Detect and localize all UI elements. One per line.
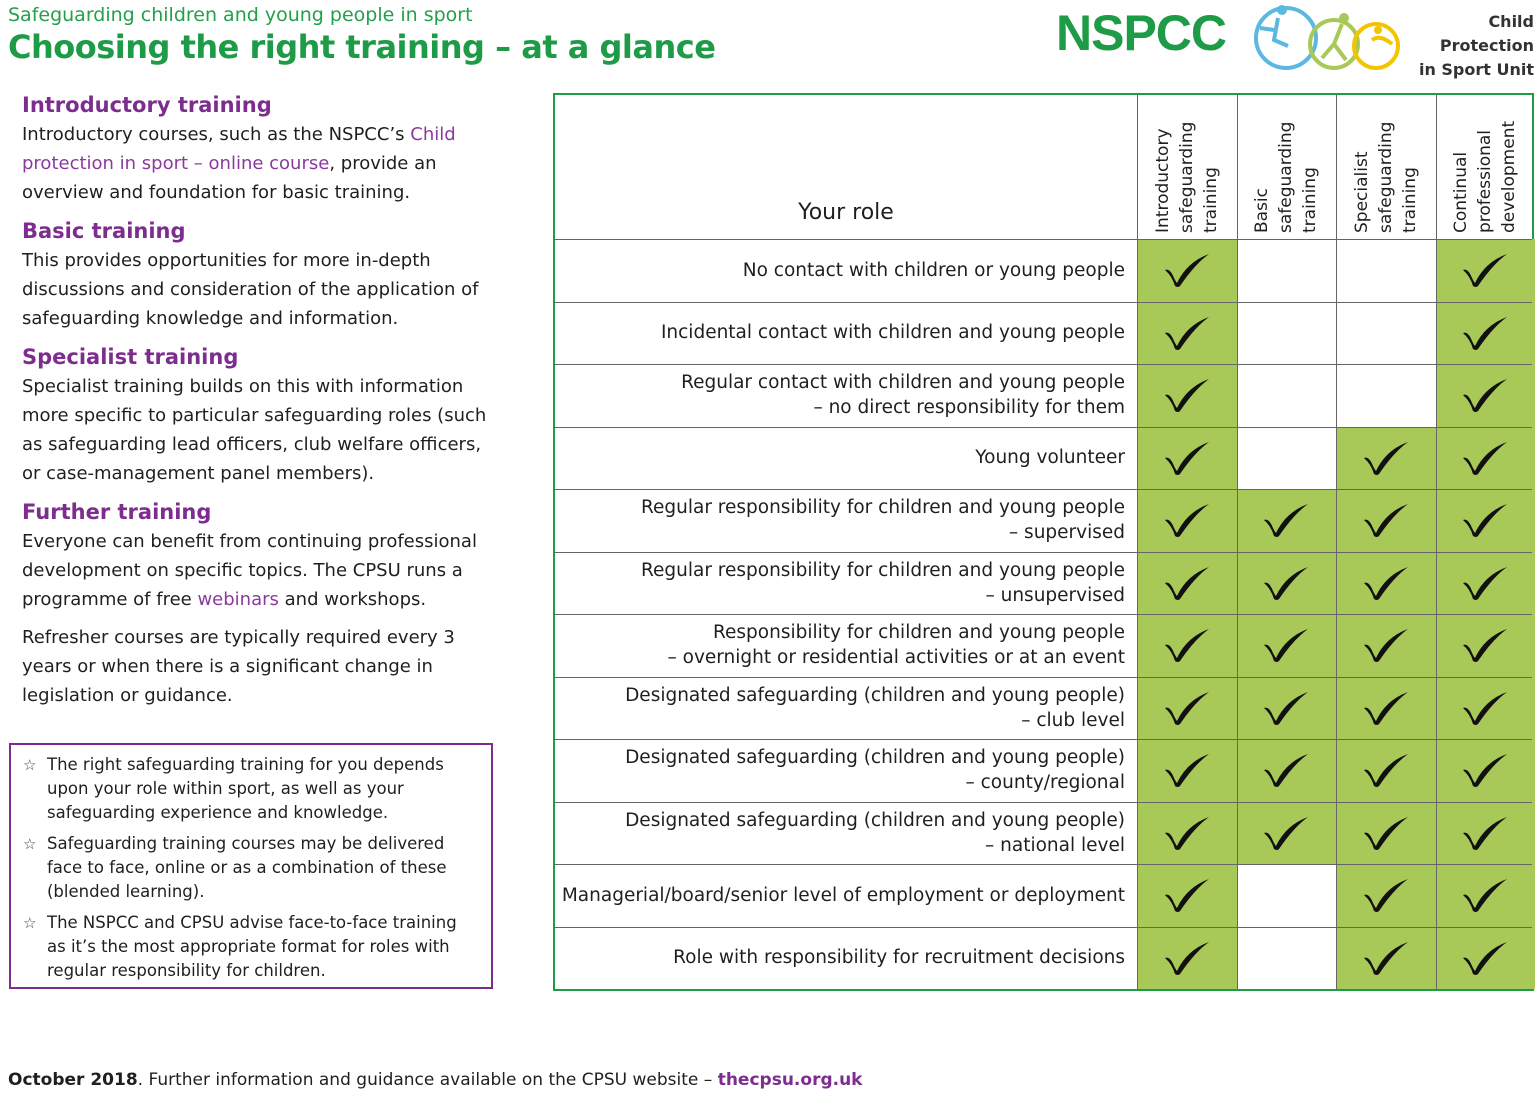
checkmark-icon: [1360, 623, 1412, 667]
webinars-link[interactable]: webinars: [197, 589, 279, 610]
empty-cell: [1237, 927, 1337, 990]
checkmark-icon: [1360, 686, 1412, 730]
row-divider: [555, 302, 1532, 303]
checked-cell: [1336, 489, 1436, 552]
checked-cell: [1237, 739, 1337, 802]
checked-cell: [1436, 927, 1536, 990]
checked-cell: [1237, 802, 1337, 865]
checked-cell: [1436, 739, 1536, 802]
column-header: Specialist safeguarding training: [1351, 121, 1420, 233]
tips-box: [9, 743, 493, 989]
row-divider: [555, 927, 1532, 928]
checked-cell: [1237, 552, 1337, 615]
star-icon: ☆: [23, 835, 37, 853]
checkmark-icon: [1459, 873, 1511, 917]
column-divider: [1237, 95, 1238, 989]
checkmark-icon: [1459, 623, 1511, 667]
tip-item: ☆ Safeguarding training courses may be delivered face to face, online or as a combination of these (blended learning).: [23, 832, 477, 904]
checked-cell: [1137, 239, 1237, 302]
checked-cell: [1436, 427, 1536, 490]
checkmark-icon: [1459, 748, 1511, 792]
checked-cell: [1237, 677, 1337, 740]
checkmark-icon: [1459, 936, 1511, 980]
section-text: This provides opportunities for more in-depth discussions and consideration of the application of safeguarding knowledge and information.: [22, 250, 479, 329]
checkmark-icon: [1161, 373, 1213, 417]
checked-cell: [1436, 552, 1536, 615]
footer: October 2018. Further information and guidance available on the CPSU website – thecpsu.org.uk: [8, 1070, 863, 1090]
empty-cell: [1336, 239, 1436, 302]
checked-cell: [1336, 427, 1436, 490]
cpsu-sport-logo-icon: [1248, 0, 1408, 72]
section-text: Specialist training builds on this with information more specific to particular safeguarding roles (such as safeguarding lead officers, club welfare officers, or case-management panel members).: [22, 376, 487, 484]
checked-cell: [1436, 239, 1536, 302]
checked-cell: [1436, 489, 1536, 552]
checkmark-icon: [1459, 436, 1511, 480]
checkmark-icon: [1260, 686, 1312, 730]
row-divider: [555, 864, 1532, 865]
training-matrix: [553, 93, 1534, 991]
role-label: No contact with children or young people: [742, 259, 1125, 281]
website-link[interactable]: thecpsu.org.uk: [717, 1070, 863, 1090]
empty-cell: [1237, 427, 1337, 490]
checked-cell: [1137, 552, 1237, 615]
section-heading: Specialist training: [22, 345, 239, 369]
checkmark-icon: [1161, 873, 1213, 917]
row-divider: [555, 739, 1532, 740]
empty-cell: [1237, 364, 1337, 427]
checkmark-icon: [1260, 748, 1312, 792]
checked-cell: [1137, 489, 1237, 552]
star-icon: ☆: [23, 914, 37, 932]
cpsu-logo-text: Child Protection in Sport Unit: [1418, 12, 1534, 79]
checked-cell: [1336, 614, 1436, 677]
checked-cell: [1137, 802, 1237, 865]
checkmark-icon: [1360, 748, 1412, 792]
row-divider: [555, 552, 1532, 553]
checkmark-icon: [1161, 311, 1213, 355]
section-text: Everyone can benefit from continuing professional development on specific topics. The CPSU runs a programme of free webinars and workshops.: [22, 531, 477, 610]
checkmark-icon: [1161, 436, 1213, 480]
checkmark-icon: [1459, 311, 1511, 355]
checked-cell: [1436, 802, 1536, 865]
checkmark-icon: [1260, 811, 1312, 855]
checked-cell: [1137, 302, 1237, 365]
checked-cell: [1137, 427, 1237, 490]
checkmark-icon: [1459, 248, 1511, 292]
column-header: Basic safeguarding training: [1252, 121, 1321, 233]
checked-cell: [1336, 864, 1436, 927]
checked-cell: [1137, 864, 1237, 927]
checkmark-icon: [1360, 873, 1412, 917]
checked-cell: [1436, 364, 1536, 427]
checked-cell: [1137, 677, 1237, 740]
checkmark-icon: [1260, 623, 1312, 667]
empty-cell: [1237, 864, 1337, 927]
checkmark-icon: [1360, 498, 1412, 542]
checkmark-icon: [1161, 561, 1213, 605]
checkmark-icon: [1161, 936, 1213, 980]
empty-cell: [1336, 364, 1436, 427]
checkmark-icon: [1459, 811, 1511, 855]
role-label: Regular responsibility for children and young people – supervised: [640, 497, 1125, 544]
checked-cell: [1137, 739, 1237, 802]
checked-cell: [1436, 677, 1536, 740]
role-label: Managerial/board/senior level of employment or deployment: [561, 884, 1125, 906]
role-label: Incidental contact with children and young people: [660, 322, 1125, 344]
checkmark-icon: [1459, 561, 1511, 605]
checkmark-icon: [1459, 498, 1511, 542]
empty-cell: [1237, 302, 1337, 365]
checkmark-icon: [1260, 561, 1312, 605]
checkmark-icon: [1360, 936, 1412, 980]
section-heading: Introductory training: [22, 93, 272, 117]
row-divider: [555, 239, 1532, 240]
role-column-header: Your role: [798, 200, 894, 225]
empty-cell: [1237, 239, 1337, 302]
role-label: Designated safeguarding (children and young people) – national level: [625, 809, 1125, 856]
column-header: Introductory safeguarding training: [1152, 121, 1221, 233]
checked-cell: [1336, 552, 1436, 615]
column-divider: [1336, 95, 1337, 989]
checked-cell: [1436, 302, 1536, 365]
checkmark-icon: [1161, 623, 1213, 667]
row-divider: [555, 802, 1532, 803]
role-label: Young volunteer: [975, 447, 1125, 469]
nspcc-logo: NSPCC: [1056, 5, 1227, 61]
checked-cell: [1336, 739, 1436, 802]
online-course-link[interactable]: Child protection in sport – online course: [22, 124, 456, 174]
checkmark-icon: [1161, 248, 1213, 292]
role-label: Regular responsibility for children and young people – unsupervised: [640, 559, 1125, 606]
column-divider: [1137, 95, 1138, 989]
checkmark-icon: [1459, 686, 1511, 730]
tip-item: ☆ The NSPCC and CPSU advise face-to-face training as it’s the most appropriate format for roles with regular responsibility for children.: [23, 911, 477, 983]
checked-cell: [1137, 364, 1237, 427]
page-title: Choosing the right training – at a glance: [8, 28, 716, 66]
section-text: Introductory courses, such as the NSPCC’s Child protection in sport – online course, provide an overview and foundation for basic training.: [22, 124, 456, 203]
column-header: Continual professional development: [1451, 120, 1520, 233]
column-divider: [1436, 95, 1437, 989]
checked-cell: [1137, 927, 1237, 990]
checked-cell: [1336, 927, 1436, 990]
checked-cell: [1336, 677, 1436, 740]
row-divider: [555, 489, 1532, 490]
section-heading: Basic training: [22, 219, 186, 243]
checked-cell: [1137, 614, 1237, 677]
role-label: Role with responsibility for recruitment decisions: [673, 947, 1125, 969]
row-divider: [555, 614, 1532, 615]
row-divider: [555, 427, 1532, 428]
row-divider: [555, 364, 1532, 365]
checkmark-icon: [1161, 811, 1213, 855]
checked-cell: [1237, 614, 1337, 677]
section-heading: Further training: [22, 500, 212, 524]
tip-item: ☆ The right safeguarding training for you depends upon your role within sport, as well as your safeguarding experience and knowledge.: [23, 753, 477, 825]
checkmark-icon: [1459, 373, 1511, 417]
role-label: Designated safeguarding (children and young people) – county/regional: [625, 747, 1125, 794]
row-divider: [555, 677, 1532, 678]
checkmark-icon: [1161, 686, 1213, 730]
role-label: Regular contact with children and young people – no direct responsibility for them: [681, 372, 1125, 419]
section-text: Refresher courses are typically required every 3 years or when there is a significant change in legislation or guidance.: [22, 627, 455, 706]
checkmark-icon: [1260, 498, 1312, 542]
checked-cell: [1436, 864, 1536, 927]
checkmark-icon: [1161, 748, 1213, 792]
checked-cell: [1237, 489, 1337, 552]
checkmark-icon: [1360, 561, 1412, 605]
checkmark-icon: [1360, 436, 1412, 480]
role-label: Designated safeguarding (children and young people) – club level: [625, 684, 1125, 731]
kicker: Safeguarding children and young people in sport: [8, 4, 473, 26]
role-label: Responsibility for children and young people – overnight or residential activities or at an event: [667, 622, 1125, 669]
checkmark-icon: [1360, 811, 1412, 855]
checkmark-icon: [1161, 498, 1213, 542]
empty-cell: [1336, 302, 1436, 365]
checked-cell: [1436, 614, 1536, 677]
star-icon: ☆: [23, 756, 37, 774]
checked-cell: [1336, 802, 1436, 865]
training-descriptions: [22, 90, 492, 719]
